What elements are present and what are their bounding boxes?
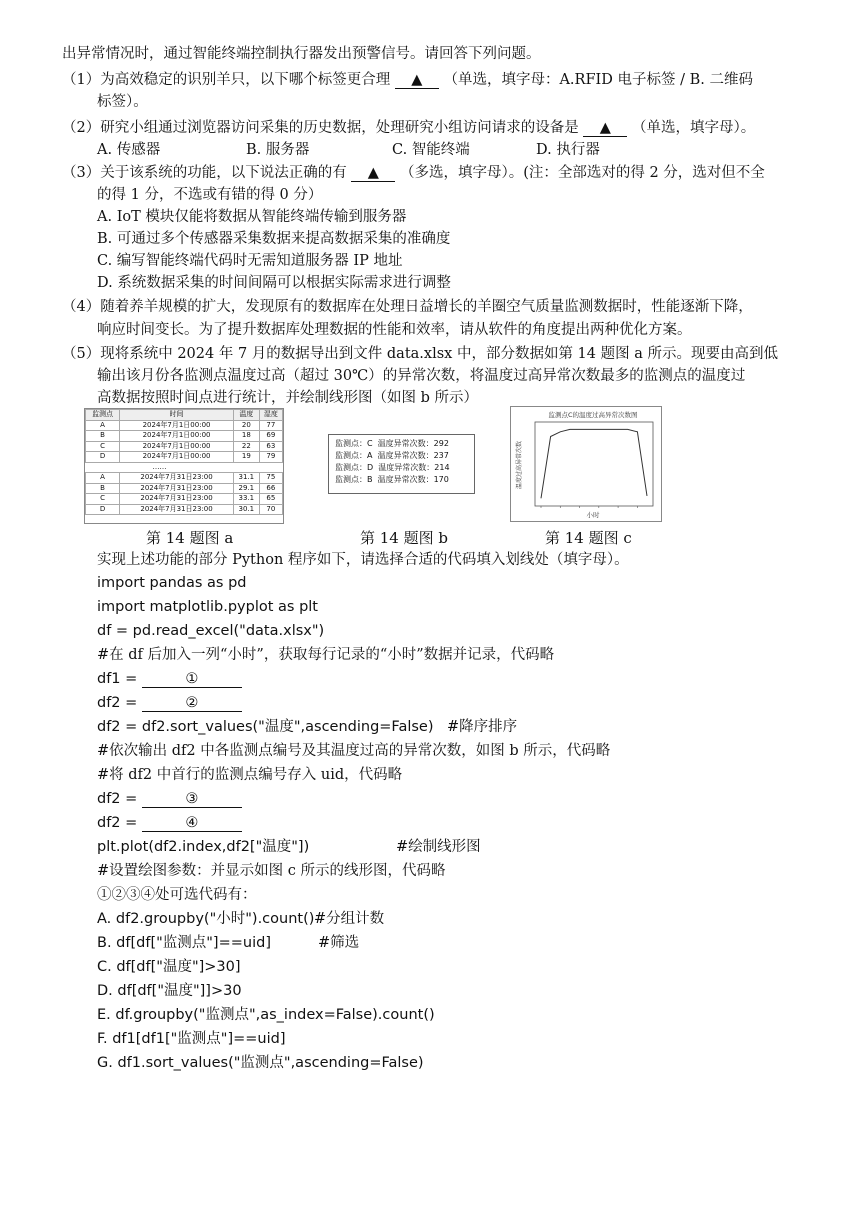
code-line: df = pd.read_excel("data.xlsx") xyxy=(97,623,325,639)
table-row: D 2024年7月1日00:00 19 79 xyxy=(86,452,283,463)
plot-frame xyxy=(535,422,653,506)
choice-a: A. df2.groupby("小时").count() xyxy=(97,911,315,927)
question-2: （2）研究小组通过浏览器访问采集的历史数据，处理研究小组访问请求的设备是 ▲ （单选，填字母）。 xyxy=(62,120,756,136)
code-line: df1 = ① xyxy=(97,669,242,689)
code-blank-3[interactable]: ③ xyxy=(142,791,242,808)
question-5-line-1: （5）现将系统中 2024 年 7 月的数据导出到文件 data.xlsx 中，部分数据如第 14 题图 a 所示。现要由高到低 xyxy=(62,346,778,362)
code-comment: #绘制线形图 xyxy=(396,839,481,855)
code-line: import pandas as pd xyxy=(97,575,247,591)
choices-intro: ①②③④处可选代码有： xyxy=(97,887,257,903)
q2-option-b: B. 服务器 xyxy=(246,142,310,158)
figure-c-chart xyxy=(510,406,662,522)
table-row: B 2024年7月1日00:00 18 69 xyxy=(86,431,283,442)
figure-a-caption: 第 14 题图 a xyxy=(146,529,234,547)
q3-option-c: C. 编写智能终端代码时无需知道服务器 IP 地址 xyxy=(97,253,403,269)
line-chart xyxy=(511,407,661,521)
answer-blank-2[interactable]: ▲ xyxy=(583,120,627,137)
choice-d: D. df[df["温度"]]>30 xyxy=(97,983,242,999)
question-4-line-1: （4）随着养羊规模的扩大，发现原有的数据库在处理日益增长的羊圈空气质量监测数据时，性能逐渐下降， xyxy=(62,299,753,315)
question-5-line-3: 高数据按照时间点进行统计，并绘制线形图（如图 b 所示） xyxy=(97,390,478,406)
choice-comment: #筛选 xyxy=(318,935,360,951)
choice-e: E. df.groupby("监测点",as_index=False).count() xyxy=(97,1007,435,1023)
code-line: df2 = ③ xyxy=(97,789,242,809)
code-comment: #降序排序 xyxy=(447,719,518,735)
figure-a-table xyxy=(84,408,284,524)
list-item: 监测点：C 温度异常次数：292 xyxy=(335,439,449,448)
choice-comment: #分组计数 xyxy=(314,911,385,927)
figure-b-output xyxy=(328,434,475,494)
code-blank-1[interactable]: ① xyxy=(142,671,242,688)
question-4-line-2: 响应时间变长。为了提升数据库处理数据的性能和效率，请从软件的角度提出两种优化方案。 xyxy=(97,322,692,338)
chart-title: 监测点C的温度过高异常次数图 xyxy=(548,411,638,419)
question-1-cont: 标签）。 xyxy=(97,94,148,110)
choice-b: B. df[df["监测点"]==uid] xyxy=(97,935,271,951)
code-comment: #设置绘图参数：并显示如图 c 所示的线形图，代码略 xyxy=(97,863,446,879)
table-header: 监测点 xyxy=(86,410,120,421)
figure-b-caption: 第 14 题图 b xyxy=(360,529,448,547)
question-1: （1）为高效稳定的识别羊只，以下哪个标签更合理 ▲ （单选，填字母：A.RFID 电子标签 / B. 二维码 xyxy=(62,72,753,88)
table-row: A 2024年7月31日23:00 31.1 75 xyxy=(86,473,283,484)
table-row: …… xyxy=(152,462,167,471)
q2-option-a: A. 传感器 xyxy=(97,142,161,158)
series-line xyxy=(541,429,647,498)
figure-c-caption: 第 14 题图 c xyxy=(545,529,632,547)
table-row: D 2024年7月31日23:00 30.1 70 xyxy=(86,504,283,515)
question-3: （3）关于该系统的功能，以下说法正确的有 ▲ （多选，填字母）。(注：全部选对的得 2 分，选对但不全 xyxy=(62,165,765,181)
intro-text: 出异常情况时，通过智能终端控制执行器发出预警信号。请回答下列问题。 xyxy=(62,46,541,62)
chart-ylabel: 温度过高异常次数 xyxy=(516,440,523,490)
code-comment: #在 df 后加入一列“小时”，获取每行记录的“小时”数据并记录，代码略 xyxy=(97,647,555,663)
list-item: 监测点：D 温度异常次数：214 xyxy=(335,463,450,472)
q3-option-d: D. 系统数据采集的时间间隔可以根据实际需求进行调整 xyxy=(97,275,451,291)
chart-xlabel: 小时 xyxy=(586,511,600,519)
table-row: B 2024年7月31日23:00 29.1 66 xyxy=(86,483,283,494)
q2-option-d: D. 执行器 xyxy=(536,142,600,158)
code-line: df2 = ④ xyxy=(97,813,242,833)
q3-option-a: A. IoT 模块仅能将数据从智能终端传输到服务器 xyxy=(97,209,407,225)
q2-option-c: C. 智能终端 xyxy=(392,142,470,158)
choice-c: C. df[df["温度"]>30] xyxy=(97,959,241,975)
choice-f: F. df1[df1["监测点"]==uid] xyxy=(97,1031,286,1047)
list-item: 监测点：B 温度异常次数：170 xyxy=(335,475,449,484)
table-row: C 2024年7月31日23:00 33.1 65 xyxy=(86,494,283,505)
code-line: plt.plot(df2.index,df2["温度"]) xyxy=(97,839,310,855)
code-blank-4[interactable]: ④ xyxy=(142,815,242,832)
table-header: 时间 xyxy=(120,410,234,421)
code-comment: #依次输出 df2 中各监测点编号及其温度过高的异常次数，如图 b 所示，代码略 xyxy=(97,743,611,759)
table-header: 湿度 xyxy=(259,410,282,421)
list-item: 监测点：A 温度异常次数：237 xyxy=(335,451,449,460)
answer-blank-1[interactable]: ▲ xyxy=(395,72,439,89)
code-comment: #将 df2 中首行的监测点编号存入 uid，代码略 xyxy=(97,767,403,783)
choice-g: G. df1.sort_values("监测点",ascending=False) xyxy=(97,1055,424,1071)
code-intro: 实现上述功能的部分 Python 程序如下，请选择合适的代码填入划线处（填字母）。 xyxy=(97,552,629,568)
table-header: 温度 xyxy=(233,410,259,421)
table-row: C 2024年7月1日00:00 22 63 xyxy=(86,441,283,452)
table-row: A 2024年7月1日00:00 20 77 xyxy=(86,420,283,431)
code-line: import matplotlib.pyplot as plt xyxy=(97,599,318,615)
code-line: df2 = ② xyxy=(97,693,242,713)
question-3-cont: 的得 1 分，不选或有错的得 0 分） xyxy=(97,187,323,203)
q3-option-b: B. 可通过多个传感器采集数据来提高数据采集的准确度 xyxy=(97,231,451,247)
answer-blank-3[interactable]: ▲ xyxy=(351,165,395,182)
code-line: df2 = df2.sort_values("温度",ascending=False) xyxy=(97,719,434,735)
code-blank-2[interactable]: ② xyxy=(142,695,242,712)
question-5-line-2: 输出该月份各监测点温度过高（超过 30℃）的异常次数，将温度过高异常次数最多的监测点的温度过 xyxy=(97,368,746,384)
